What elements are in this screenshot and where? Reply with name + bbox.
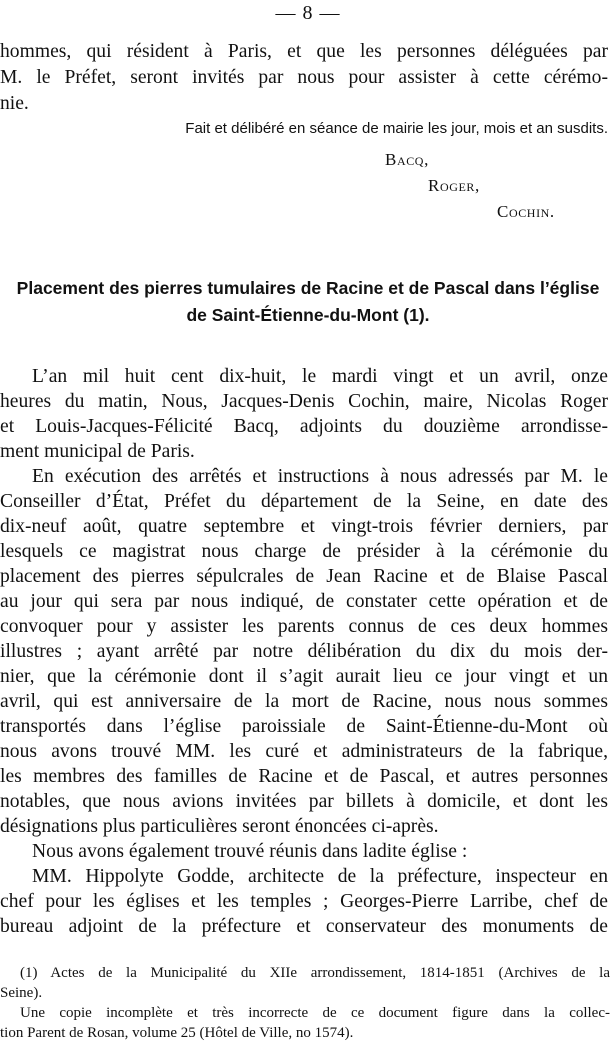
text-line: transportés dans l’église paroissiale de Saint-Étienne-du-Mont où (0, 716, 608, 737)
text-line: et Louis-Jacques-Félicité Bacq, adjoints du douzième arrondisse- (0, 416, 608, 437)
text-line: notables, que nous avions invitées par billets à domicile, et dont les (0, 791, 608, 812)
text-line: MM. Hippolyte Godde, architecte de la préfecture, inspecteur en (32, 866, 608, 887)
text-line: avril, qui est anniversaire de la mort de Racine, nous nous sommes (0, 691, 608, 712)
text-line: Nous avons également trouvé réunis dans ladite église : (32, 841, 468, 862)
text-line: En exécution des arrêtés et instructions à nous adressés par M. le (32, 466, 608, 487)
footnote-2: Une copie incomplète et très incorrecte de ce document figure dans la collec- (20, 1005, 610, 1021)
text-line: ment municipal de Paris. (0, 441, 195, 462)
section-title-line-2: de Saint-Étienne-du-Mont (1). (186, 305, 430, 325)
text-line: nie. (0, 93, 29, 114)
text-line: désignations plus particulières seront énoncées ci-après. (0, 816, 439, 837)
signature-roger: Roger, (428, 176, 480, 195)
text-line: nous avons trouvé MM. les curé et administrateurs de la fabrique, (0, 741, 608, 762)
signature-bacq: Bacq, (385, 150, 429, 169)
footnote-2-continued: tion Parent de Rosan, volume 25 (Hôtel de Ville, no 1574). (0, 1025, 354, 1041)
text-line: M. le Préfet, seront invités par nous pour assister à cette cérémo- (0, 67, 608, 88)
text-line: les membres des familles de Racine et de Pascal, et autres personnes (0, 766, 608, 787)
page-number: — 8 — (275, 2, 341, 24)
footnote-1: (1) Actes de la Municipalité du XIIe arrondissement, 1814-1851 (Archives de la (20, 965, 610, 981)
text-line: nier, que la cérémonie dont il s’agit aurait lieu ce jour vingt et un (0, 666, 608, 687)
text-line: convoquer pour y assister les parents connus de ces deux hommes (0, 616, 608, 637)
section-title-line-1: Placement des pierres tumulaires de Racine et de Pascal dans l’église (16, 278, 600, 298)
text-line: hommes, qui résident à Paris, et que les personnes déléguées par (0, 41, 608, 62)
signature-cochin: Cochin. (497, 202, 555, 221)
text-line: illustres ; ayant arrêté par notre délibération du dix du mois der- (0, 641, 608, 662)
footnote-1-continued: Seine). (0, 985, 43, 1001)
text-line: au jour qui sera par nous indiqué, de constater cette opération et de (0, 591, 608, 612)
text-line: placement des pierres sépulcrales de Jean Racine et de Blaise Pascal (0, 566, 608, 587)
text-line: Conseiller d’État, Préfet du département de la Seine, en date des (0, 491, 608, 512)
text-line: chef pour les églises et les temples ; Georges-Pierre Larribe, chef de (0, 891, 608, 912)
text-line: heures du matin, Nous, Jacques-Denis Cochin, maire, Nicolas Roger (0, 391, 608, 412)
closing-formula: Fait et délibéré en séance de mairie les jour, mois et an susdits. (185, 120, 608, 137)
text-line: L’an mil huit cent dix-huit, le mardi vingt et un avril, onze (32, 366, 608, 387)
text-line: bureau adjoint de la préfecture et conservateur des monuments de (0, 916, 608, 937)
text-line: dix-neuf août, quatre septembre et vingt-trois février derniers, par (0, 516, 608, 537)
text-line: lesquels ce magistrat nous charge de présider à la cérémonie du (0, 541, 608, 562)
